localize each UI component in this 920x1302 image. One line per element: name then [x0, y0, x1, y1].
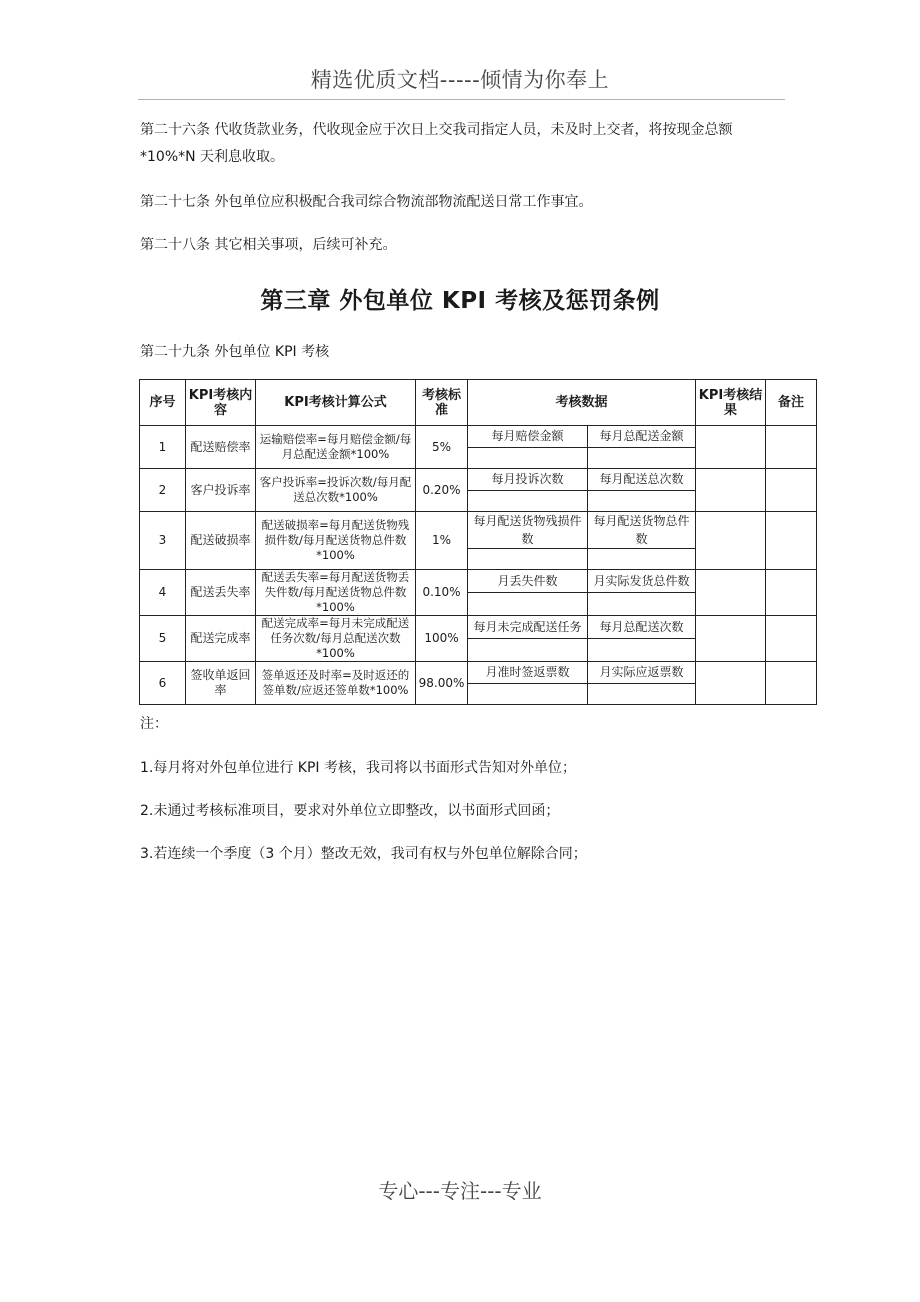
cell-result — [696, 512, 766, 570]
note-item: 2.未通过考核标准项目，要求对外单位立即整改，以书面形式回函； — [140, 803, 560, 819]
table-row — [140, 662, 817, 684]
cell-data-a: 每月未完成配送任务 — [468, 616, 588, 639]
cell-content: 配送破损率 — [186, 512, 256, 570]
cell-data-b-value — [588, 683, 696, 705]
cell-formula: 运输赔偿率=每月赔偿金额/每月总配送金额*100% — [256, 426, 416, 469]
header-result: KPI考核结果 — [696, 380, 766, 426]
header-formula: KPI考核计算公式 — [256, 380, 416, 426]
cell-index: 1 — [140, 426, 186, 469]
cell-data-a-value — [468, 639, 588, 662]
cell-remark — [766, 512, 817, 570]
cell-remark — [766, 616, 817, 662]
cell-data-a: 每月投诉次数 — [468, 469, 588, 491]
table-row — [140, 570, 817, 593]
cell-data-b: 月实际发货总件数 — [588, 570, 696, 593]
cell-data-b: 每月总配送金额 — [588, 426, 696, 448]
cell-remark — [766, 570, 817, 616]
table-header-row — [140, 380, 817, 426]
cell-formula: 配送破损率=每月配送货物残损件数/每月配送货物总件数*100% — [256, 512, 416, 570]
table-row — [140, 426, 817, 448]
cell-data-b-value — [588, 593, 696, 616]
cell-result — [696, 469, 766, 512]
cell-content: 配送赔偿率 — [186, 426, 256, 469]
cell-data-a-value — [468, 490, 588, 512]
cell-content: 配送完成率 — [186, 616, 256, 662]
cell-standard: 0.20% — [416, 469, 468, 512]
cell-formula: 配送完成率=每月未完成配送任务次数/每月总配送次数*100% — [256, 616, 416, 662]
cell-standard: 0.10% — [416, 570, 468, 616]
cell-standard: 98.00% — [416, 662, 468, 705]
cell-data-b-value — [588, 639, 696, 662]
kpi-table — [139, 379, 817, 705]
cell-index: 5 — [140, 616, 186, 662]
cell-data-a: 月丢失件数 — [468, 570, 588, 593]
cell-index: 2 — [140, 469, 186, 512]
cell-index: 6 — [140, 662, 186, 705]
note-item: 1.每月将对外包单位进行 KPI 考核，我司将以书面形式告知对外单位； — [140, 760, 577, 776]
note-item: 3.若连续一个季度（3 个月）整改无效，我司有权与外包单位解除合同； — [140, 846, 587, 862]
cell-data-a-value — [468, 593, 588, 616]
cell-result — [696, 662, 766, 705]
cell-data-b: 月实际应返票数 — [588, 662, 696, 684]
article-28: 第二十八条 其它相关事项，后续可补充。 — [140, 237, 397, 253]
cell-result — [696, 426, 766, 469]
cell-data-a-value — [468, 683, 588, 705]
header-standard: 考核标准 — [416, 380, 468, 426]
cell-content: 客户投诉率 — [186, 469, 256, 512]
cell-formula: 配送丢失率=每月配送货物丢失件数/每月配送货物总件数*100% — [256, 570, 416, 616]
cell-result — [696, 616, 766, 662]
page-footer: 专心---专注---专业 — [378, 1179, 542, 1203]
cell-data-a-value — [468, 549, 588, 570]
cell-standard: 1% — [416, 512, 468, 570]
cell-index: 4 — [140, 570, 186, 616]
cell-remark — [766, 662, 817, 705]
header-remark: 备注 — [766, 380, 817, 426]
cell-data-b: 每月配送总次数 — [588, 469, 696, 491]
header-content: KPI考核内容 — [186, 380, 256, 426]
header-index: 序号 — [140, 380, 186, 426]
cell-data-b-value — [588, 447, 696, 469]
cell-formula: 签单返还及时率=及时返还的签单数/应返还签单数*100% — [256, 662, 416, 705]
header-divider — [138, 99, 785, 100]
cell-data-b: 每月总配送次数 — [588, 616, 696, 639]
article-29: 第二十九条 外包单位 KPI 考核 — [140, 344, 330, 360]
cell-data-a-value — [468, 447, 588, 469]
cell-remark — [766, 469, 817, 512]
table-row — [140, 469, 817, 491]
chapter-title: 第三章 外包单位 KPI 考核及惩罚条例 — [260, 288, 660, 314]
article-26: 第二十六条 代收货款业务，代收现金应于次日上交我司指定人员，未及时上交者，将按现金总额*10%*N 天利息收取。 — [140, 122, 733, 165]
cell-data-b-value — [588, 549, 696, 570]
cell-standard: 100% — [416, 616, 468, 662]
cell-data-b: 每月配送货物总件数 — [588, 512, 696, 549]
cell-content: 配送丢失率 — [186, 570, 256, 616]
cell-formula: 客户投诉率=投诉次数/每月配送总次数*100% — [256, 469, 416, 512]
notes-title: 注： — [140, 716, 168, 732]
cell-data-a: 每月赔偿金额 — [468, 426, 588, 448]
cell-index: 3 — [140, 512, 186, 570]
cell-data-a: 每月配送货物残损件数 — [468, 512, 588, 549]
table-row — [140, 616, 817, 639]
page-header: 精选优质文档-----倾情为你奉上 — [310, 68, 610, 92]
cell-data-a: 月准时签返票数 — [468, 662, 588, 684]
table-row — [140, 512, 817, 549]
cell-content: 签收单返回率 — [186, 662, 256, 705]
cell-data-b-value — [588, 490, 696, 512]
article-27: 第二十七条 外包单位应积极配合我司综合物流部物流配送日常工作事宜。 — [140, 194, 593, 210]
cell-result — [696, 570, 766, 616]
cell-remark — [766, 426, 817, 469]
header-data: 考核数据 — [468, 380, 696, 426]
cell-standard: 5% — [416, 426, 468, 469]
